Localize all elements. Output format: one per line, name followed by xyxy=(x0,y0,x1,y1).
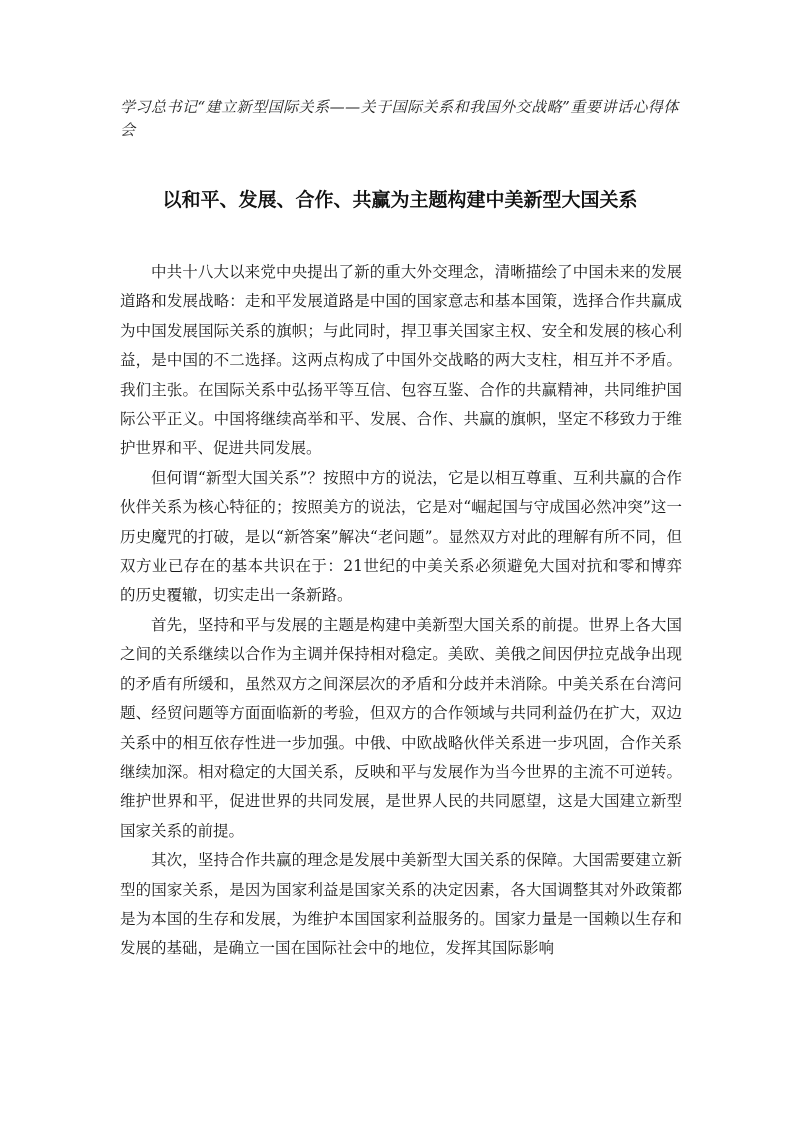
paragraph-1: 中共十八大以来党中央提出了新的重大外交理念，清晰描绘了中国未来的发展道路和发展战略：走和平发展道路是中国的国家意志和基本国策，选择合作共赢成为中国发展国际关系的旗帜；与此同时，捍卫事关国家主权、安全和发展的核心利益，是中国的不二选择。这两点构成了中国外交战略的两大支柱，相互并不矛盾。我们主张。在国际关系中弘扬平等互信、包容互鉴、合作的共赢精神，共同维护国际公平正义。中国将继续高举和平、发展、合作、共赢的旗帜，坚定不移致力于维护世界和平、促进共同发展。 xyxy=(120,263,682,458)
header-note: 学习总书记“建立新型国际关系——关于国际关系和我国外交战略”重要讲话心得体会 xyxy=(120,98,679,139)
paragraph-2: 但何谓“新型大国关系”？按照中方的说法，它是以相互尊重、互利共赢的合作伙伴关系为核心特征的；按照美方的说法，它是对“崛起国与守成国必然冲突”这一历史魔咒的打破，是以“新答案”解决“老问题”。显然双方对此的理解有所不同，但双方业已存在的基本共识在于：21世纪的中美关系必须避免大国对抗和零和博弈的历史覆辙，切实走出一条新路。 xyxy=(120,468,682,605)
page-title: 以和平、发展、合作、共赢为主题构建中美新型大国关系 xyxy=(162,189,638,211)
paragraph-3: 首先，坚持和平与发展的主题是构建中美新型大国关系的前提。世界上各大国之间的关系继续以合作为主调并保持相对稳定。美欧、美俄之间因伊拉克战争出现的矛盾有所缓和，虽然双方之间深层次的矛盾和分歧并未消除。中美关系在台湾问题、经贸问题等方面面临新的考验，但双方的合作领域与共同利益仍在扩大，双边关系中的相互依存性进一步加强。中俄、中欧战略伙伴关系进一步巩固，合作关系继续加深。相对稳定的大国关系，反映和平与发展作为当今世界的主流不可逆转。维护世界和平，促进世界的共同发展，是世界人民的共同愿望，这是大国建立新型国家关系的前提。 xyxy=(120,615,682,840)
paragraph-4: 其次，坚持合作共赢的理念是发展中美新型大国关系的保障。大国需要建立新型的国家关系，是因为国家利益是国家关系的决定因素，各大国调整其对外政策都是为本国的生存和发展，为维护本国国家利益服务的。国家力量是一国赖以生存和发展的基础，是确立一国在国际社会中的地位，发挥其国际影响 xyxy=(120,851,682,958)
body-text xyxy=(120,258,682,964)
